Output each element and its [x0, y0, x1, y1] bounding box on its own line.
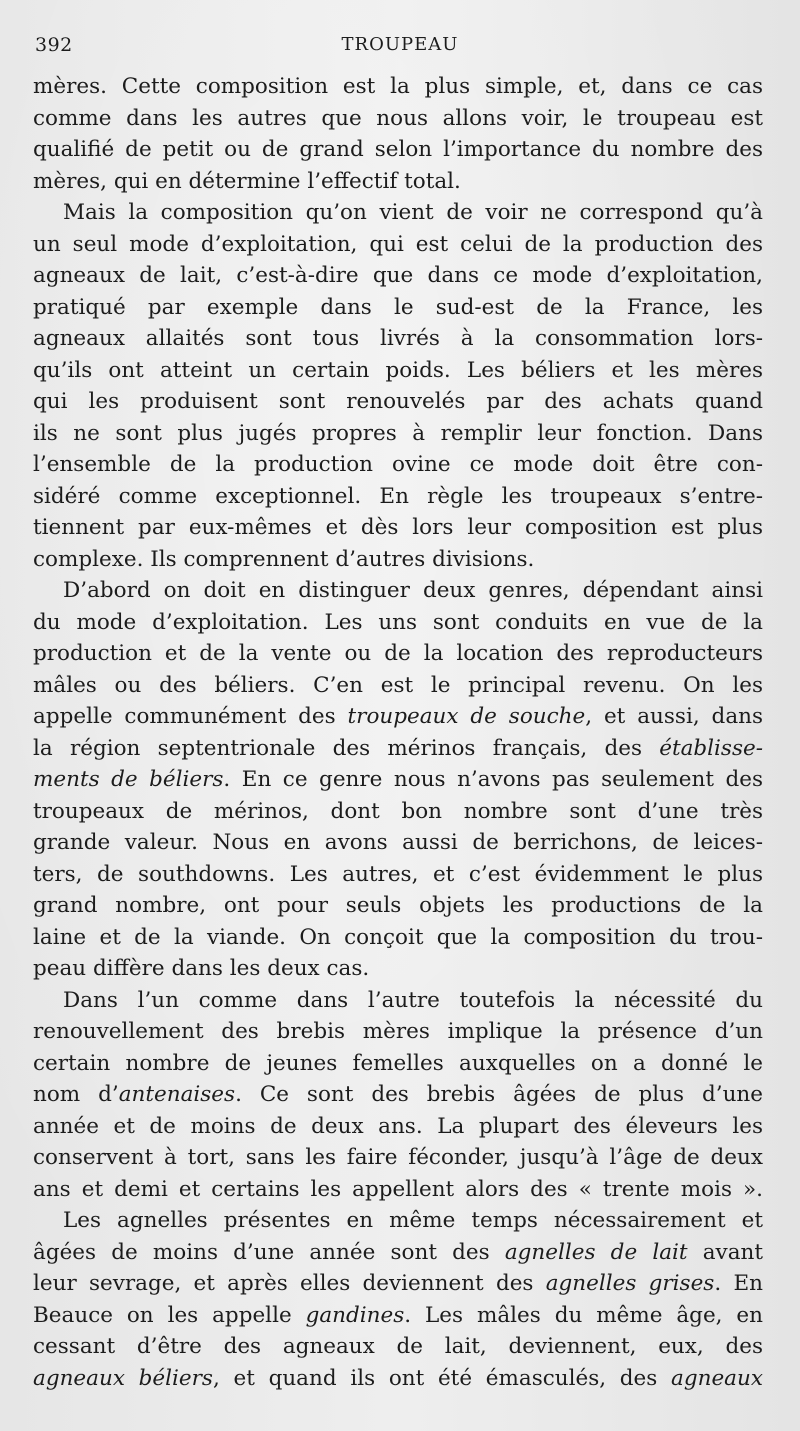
text-line: ils ne sont plus jugés propres à remplir leur fonction. Dans: [33, 420, 763, 446]
text-line: nom d’antenaises. Ce sont des brebis âgées de plus d’une: [33, 1082, 763, 1107]
text-line: qualifié de petit ou de grand selon l’importance du nombre des: [33, 137, 763, 162]
text-line: mères. Cette composition est la plus simple, et, dans ce cas: [33, 74, 763, 99]
text-line: cessant d’être des agneaux de lait, deviennent, eux, des: [33, 1334, 763, 1359]
text-line: troupeaux de mérinos, dont bon nombre sont d’une très: [33, 798, 763, 824]
text-line: agneaux allaités sont tous livrés à la consommation lors-: [33, 326, 763, 351]
running-title: TROUPEAU: [341, 34, 459, 55]
text-line: certain nombre de jeunes femelles auxquelles on a donné le: [33, 1050, 763, 1076]
text-line: renouvellement des brebis mères implique la présence d’un: [33, 1019, 763, 1044]
text-line: leur sevrage, et après elles deviennent des agnelles grises. En: [33, 1271, 763, 1296]
text-line: âgées de moins d’une année sont des agnelles de lait avant: [33, 1239, 763, 1265]
text-line: D’abord on doit en distinguer deux genres, dépendant ainsi: [63, 578, 763, 603]
text-line: la région septentrionale des mérinos français, des établisse-: [33, 735, 763, 761]
text-line: l’ensemble de la production ovine ce mode doit être con-: [33, 452, 763, 477]
text-line: qu’ils ont atteint un certain poids. Les béliers et les mères: [33, 357, 763, 383]
page-number: 392: [35, 34, 73, 56]
text-line: mères, qui en détermine l’effectif total.: [33, 168, 461, 194]
text-line: laine et de la viande. On conçoit que la composition du trou-: [33, 924, 763, 950]
text-line: ments de béliers. En ce genre nous n’avons pas seulement des: [33, 767, 763, 792]
text-line: Beauce on les appelle gandines. Les mâles du même âge, en: [33, 1302, 763, 1328]
text-line: grand nombre, ont pour seuls objets les productions de la: [33, 893, 763, 918]
text-line: pratiqué par exemple dans le sud-est de la France, les: [33, 294, 763, 320]
text-line: tiennent par eux-mêmes et dès lors leur composition est plus: [33, 515, 763, 540]
text-line: appelle communément des troupeaux de souche, et aussi, dans: [33, 704, 763, 729]
text-line: agneaux de lait, c’est-à-dire que dans ce mode d’exploitation,: [33, 263, 763, 288]
text-line: agneaux béliers, et quand ils ont été émasculés, des agneaux: [33, 1365, 763, 1391]
text-line: complexe. Ils comprennent d’autres divisions.: [33, 546, 535, 572]
text-line: du mode d’exploitation. Les uns sont conduits en vue de la: [33, 609, 763, 635]
text-line: ans et demi et certains les appellent alors des « trente mois ».: [33, 1176, 763, 1202]
text-line: Dans l’un comme dans l’autre toutefois la nécessité du: [63, 987, 763, 1013]
text-line: Les agnelles présentes en même temps nécessairement et: [63, 1208, 763, 1233]
body-text: [33, 71, 763, 1394]
text-line: conservent à tort, sans les faire féconder, jusqu’à l’âge de deux: [33, 1145, 763, 1170]
text-line: année et de moins de deux ans. La plupart des éleveurs les: [33, 1113, 763, 1139]
page-header: [35, 34, 765, 58]
text-line: un seul mode d’exploitation, qui est celui de la production des: [33, 231, 763, 257]
text-line: qui les produisent sont renouvelés par des achats quand: [33, 389, 763, 414]
text-line: ters, de southdowns. Les autres, et c’est évidemment le plus: [33, 861, 763, 887]
text-line: mâles ou des béliers. C’en est le principal revenu. On les: [33, 672, 763, 698]
text-line: comme dans les autres que nous allons voir, le troupeau est: [33, 105, 763, 131]
text-line: Mais la composition qu’on vient de voir ne correspond qu’à: [63, 200, 763, 225]
text-line: production et de la vente ou de la location des reproducteurs: [33, 641, 763, 666]
text-line: sidéré comme exceptionnel. En règle les troupeaux s’entre-: [33, 483, 763, 509]
text-line: peau diffère dans les deux cas.: [33, 956, 370, 981]
text-line: grande valeur. Nous en avons aussi de berrichons, de leices-: [33, 830, 763, 855]
